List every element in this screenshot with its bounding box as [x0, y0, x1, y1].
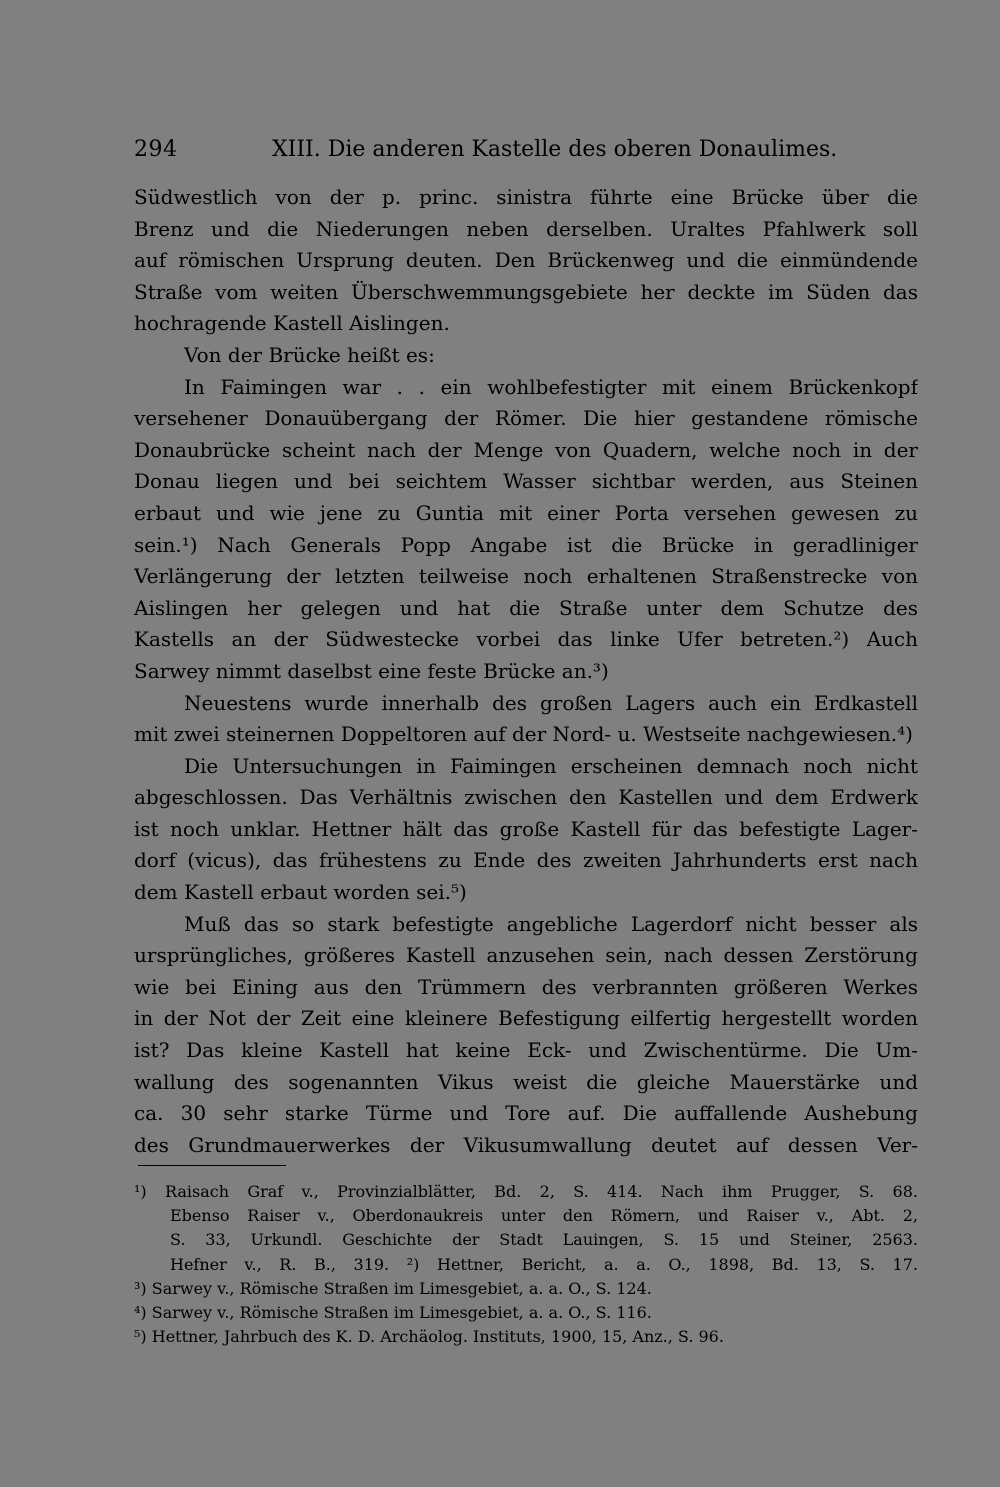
text-line: hochragende Kastell Aislingen.: [134, 311, 450, 336]
running-head: XIII. Die anderen Kastelle des oberen Donaulimes.: [272, 137, 838, 162]
text-line: wie bei Eining aus den Trümmern des verbrannten größeren Werkes: [134, 974, 918, 999]
text-line: wallung des sogenannten Vikus weist die gleiche Mauerstärke und: [134, 1069, 918, 1094]
text-line: Straße vom weiten Überschwemmungsgebiete her deckte im Süden das: [134, 279, 918, 304]
text-line: abgeschlossen. Das Verhältnis zwischen den Kastellen und dem Erdwerk: [134, 785, 918, 810]
text-line: In Faimingen war . . ein wohlbefestigter mit einem Brückenkopf: [184, 374, 918, 399]
body-text: [134, 182, 918, 1161]
text-line: Sarwey nimmt daselbst eine feste Brücke an.³): [134, 658, 609, 683]
text-line: Die Untersuchungen in Faimingen erscheinen demnach noch nicht: [184, 753, 918, 778]
text-line: Brenz und die Niederungen neben derselben. Uraltes Pfahlwerk soll: [134, 216, 918, 241]
text-line: dorf (vicus), das frühestens zu Ende des zweiten Jahrhunderts erst nach: [134, 848, 918, 873]
footnote-line: Hefner v., R. B., 319. ²) Hettner, Bericht, a. a. O., 1898, Bd. 13, S. 17.: [170, 1254, 918, 1274]
footnotes: [134, 1180, 918, 1349]
text-line: ursprüngliches, größeres Kastell anzusehen sein, nach dessen Zerstörung: [134, 943, 918, 968]
text-line: erbaut und wie jene zu Guntia mit einer Porta versehen gewesen zu: [134, 500, 918, 525]
text-line: auf römischen Ursprung deuten. Den Brückenweg und die einmündende: [134, 248, 918, 273]
text-line: dem Kastell erbaut worden sei.⁵): [134, 880, 467, 905]
footnote-divider: [138, 1165, 286, 1166]
footnote-line: ¹) Raisach Graf v., Provinzialblätter, Bd. 2, S. 414. Nach ihm Prugger, S. 68.: [134, 1182, 918, 1201]
footnote-line: ³) Sarwey v., Römische Straßen im Limesgebiet, a. a. O., S. 124.: [134, 1278, 652, 1298]
text-line: ist? Das kleine Kastell hat keine Eck- und Zwischentürme. Die Um-: [134, 1038, 918, 1063]
text-line: Muß das so stark befestigte angebliche Lagerdorf nicht besser als: [184, 911, 918, 936]
text-line: des Grundmauerwerkes der Vikusumwallung deutet auf dessen Ver-: [134, 1132, 918, 1157]
text-line: Aislingen her gelegen und hat die Straße unter dem Schutze des: [134, 595, 918, 620]
text-line: Von der Brücke heißt es:: [184, 342, 435, 367]
text-line: versehener Donauübergang der Römer. Die hier gestandene römische: [134, 406, 918, 431]
text-line: ist noch unklar. Hettner hält das große Kastell für das befestigte Lager-: [134, 816, 918, 841]
text-line: Donau liegen und bei seichtem Wasser sichtbar werden, aus Steinen: [134, 469, 918, 494]
page-header: [134, 137, 894, 165]
footnote-line: ⁵) Hettner, Jahrbuch des K. D. Archäolog. Instituts, 1900, 15, Anz., S. 96.: [134, 1327, 724, 1347]
text-line: sein.¹) Nach Generals Popp Angabe ist die Brücke in geradliniger: [134, 532, 918, 557]
footnote-line: Ebenso Raiser v., Oberdonaukreis unter den Römern, und Raiser v., Abt. 2,: [170, 1206, 918, 1226]
footnote-line: S. 33, Urkundl. Geschichte der Stadt Lauingen, S. 15 und Steiner, 2563.: [170, 1230, 918, 1250]
text-line: mit zwei steinernen Doppeltoren auf der Nord- u. Westseite nachgewiesen.⁴): [134, 722, 913, 747]
text-line: Donaubrücke scheint nach der Menge von Quadern, welche noch in der: [134, 437, 918, 462]
text-line: Verlängerung der letzten teilweise noch erhaltenen Straßenstrecke von: [134, 564, 918, 589]
footnote-line: ⁴) Sarwey v., Römische Straßen im Limesgebiet, a. a. O., S. 116.: [134, 1302, 652, 1322]
text-line: Südwestlich von der p. princ. sinistra führte eine Brücke über die: [134, 185, 918, 209]
page-number: 294: [134, 137, 178, 162]
text-line: Kastells an der Südwestecke vorbei das linke Ufer betreten.²) Auch: [134, 627, 918, 652]
text-line: Neuestens wurde innerhalb des großen Lagers auch ein Erdkastell: [184, 690, 918, 715]
text-line: in der Not der Zeit eine kleinere Befestigung eilfertig hergestellt worden: [134, 1006, 918, 1031]
text-line: ca. 30 sehr starke Türme und Tore auf. Die auffallende Aushebung: [134, 1101, 918, 1126]
